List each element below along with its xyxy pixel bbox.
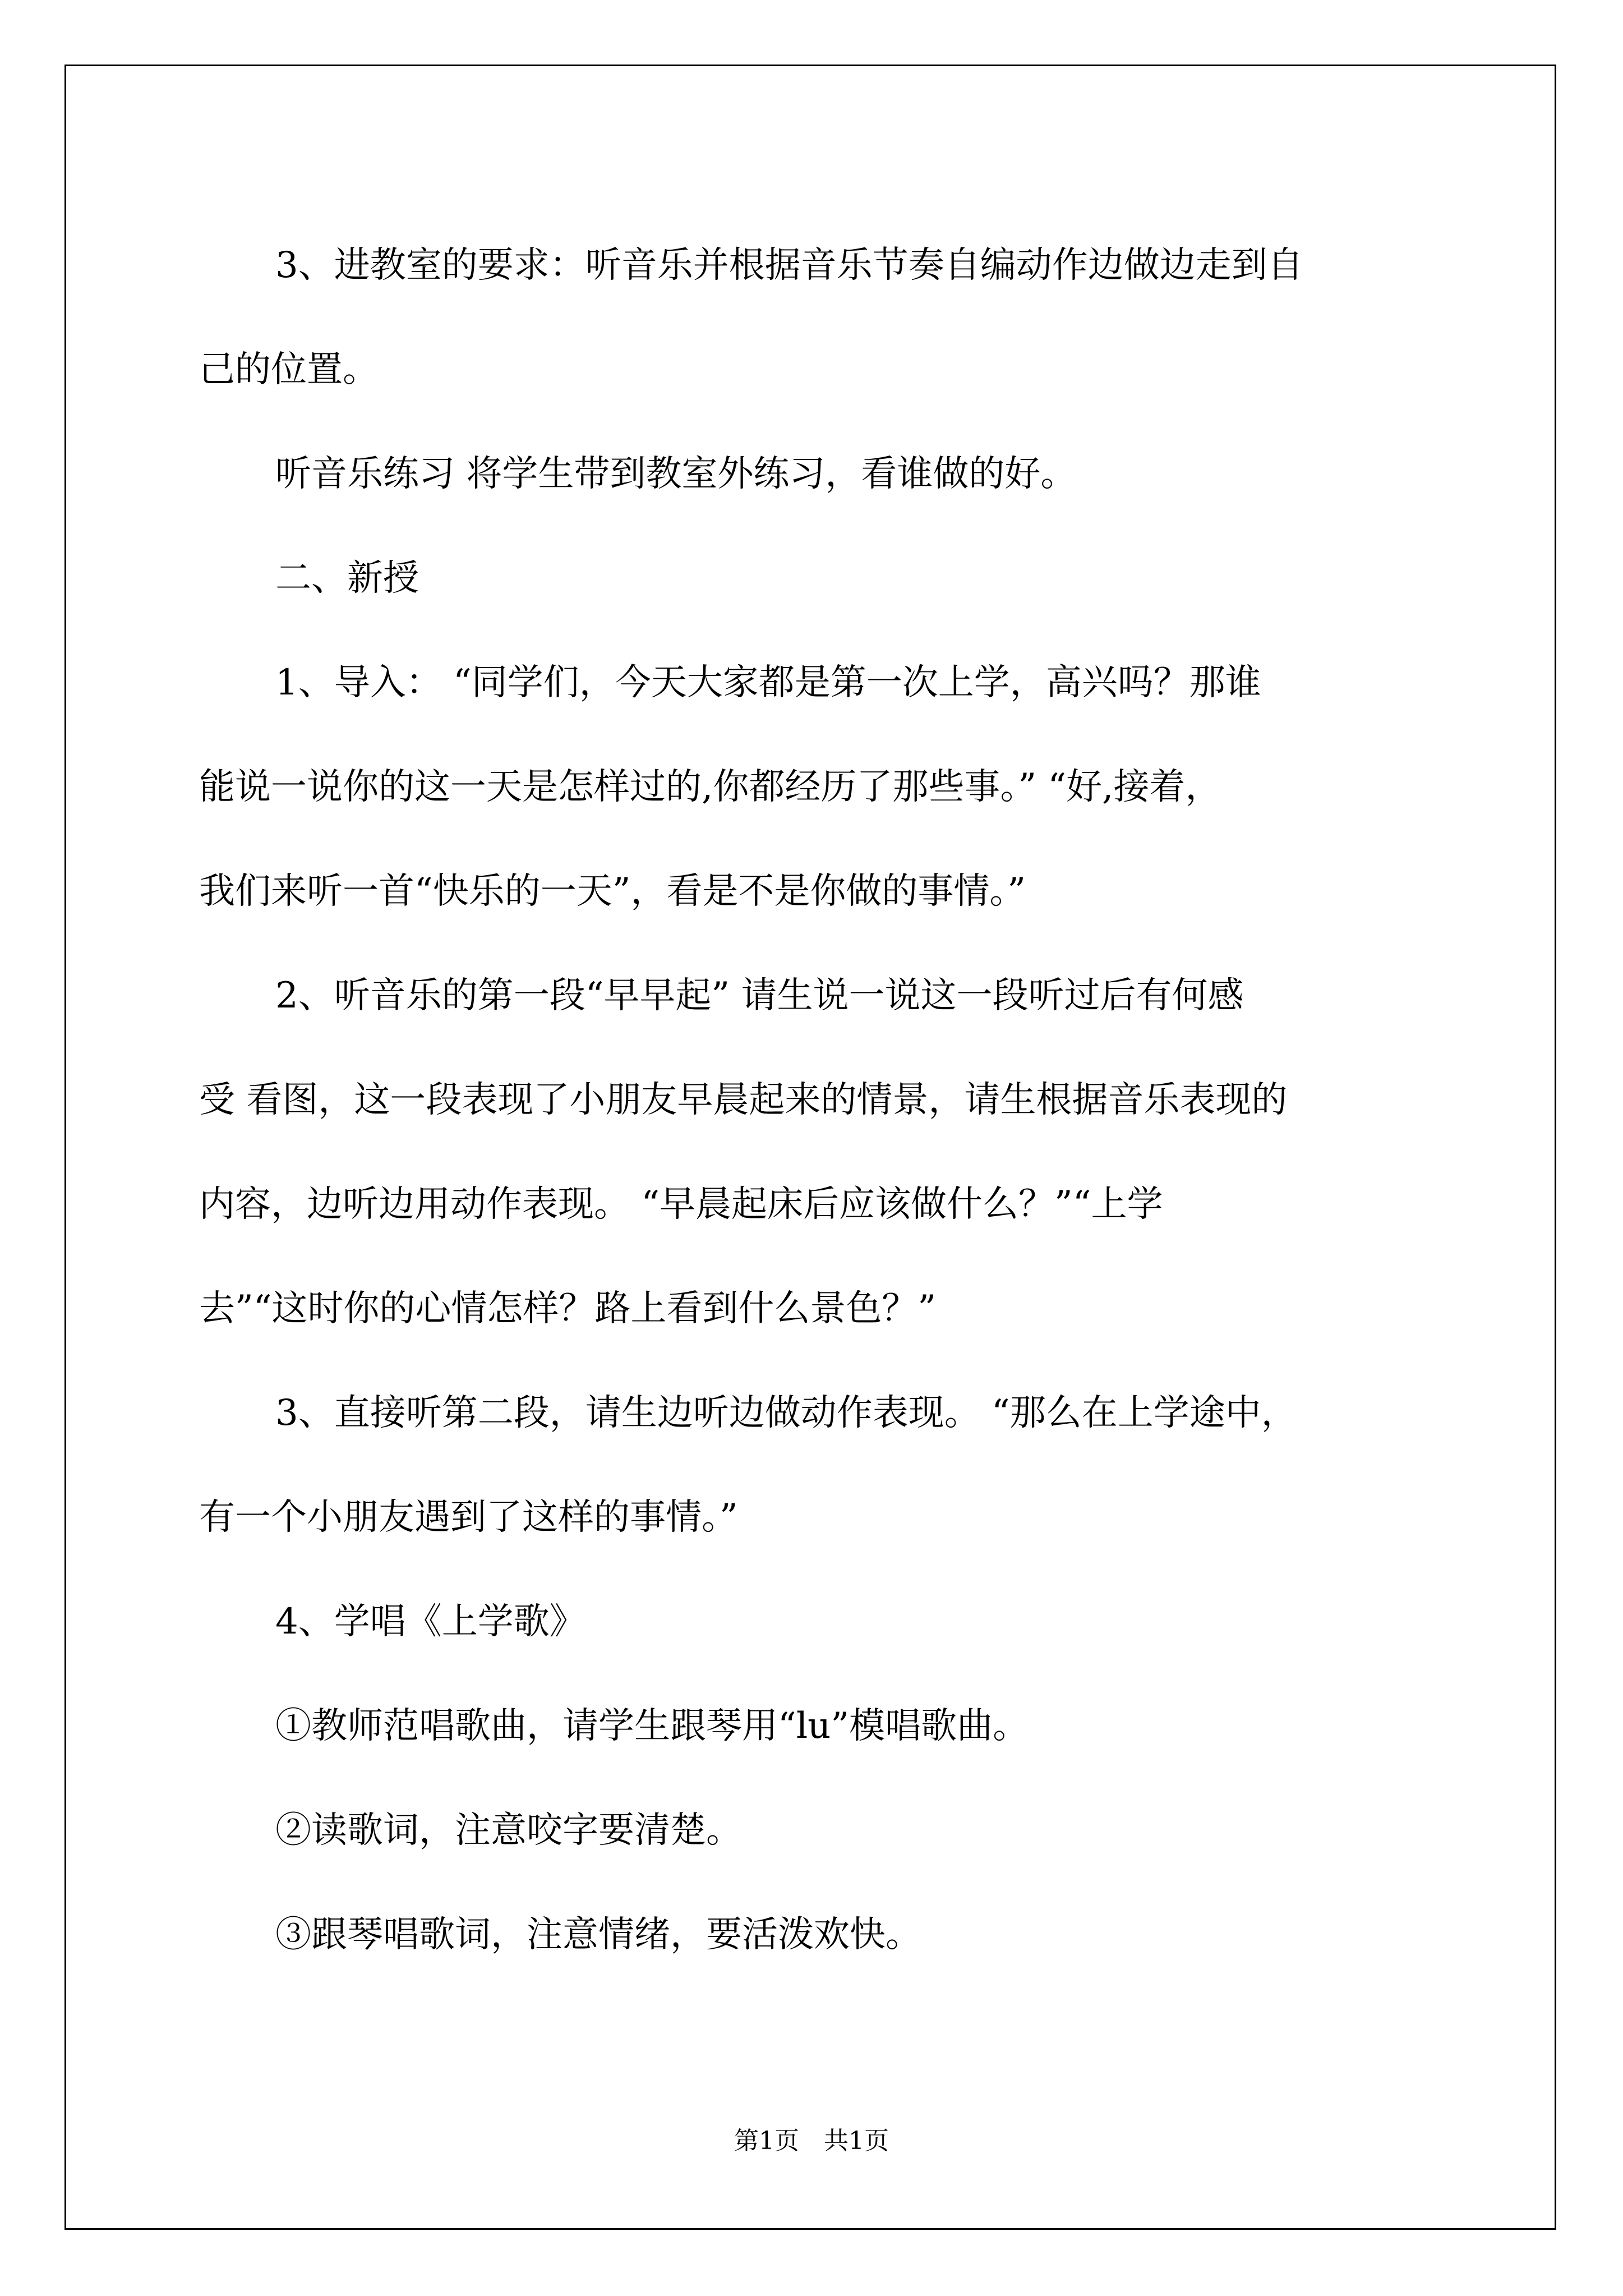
paragraph-line: 听音乐练习 将学生带到教室外练习，看谁做的好。 — [275, 453, 1077, 495]
paragraph-line: 4、学唱《上学歌》 — [275, 1601, 585, 1642]
paragraph-line: ①教师范唱歌曲，请学生跟琴用“lu”模唱歌曲。 — [275, 1705, 1029, 1747]
paragraph-line: 受 看图，这一段表现了小朋友早晨起来的情景，请生根据音乐表现的 — [199, 1079, 1288, 1121]
paragraph-line: 去”“这时你的心情怎样？路上看到什么景色？” — [199, 1288, 937, 1329]
paragraph-line: ②读歌词，注意咬字要清楚。 — [275, 1810, 742, 1851]
paragraph-line: 能说一说你的这一天是怎样过的,你都经历了那些事。” “好,接着， — [199, 766, 1221, 808]
document-body — [199, 213, 1433, 1987]
paragraph-line: 1、导入： “同学们，今天大家都是第一次上学，高兴吗？那谁 — [275, 662, 1261, 703]
paragraph-line: 内容，边听边用动作表现。 “早晨起床后应该做什么？”“上学 — [199, 1184, 1163, 1225]
paragraph-line: 2、听音乐的第一段“早早起” 请生说一说这一段听过后有何感 — [275, 975, 1244, 1016]
paragraph-line: 己的位置。 — [199, 349, 379, 390]
paragraph-line: 我们来听一首“快乐的一天”，看是不是你做的事情。” — [199, 871, 1026, 912]
section-heading: 二、新授 — [275, 558, 419, 599]
paragraph-line: 3、直接听第二段，请生边听边做动作表现。 “那么在上学途中， — [275, 1392, 1297, 1434]
paragraph-line: ③跟琴唱歌词，注意情绪，要活泼欢快。 — [275, 1914, 921, 1955]
paragraph-line: 3、进教室的要求：听音乐并根据音乐节奏自编动作边做边走到自 — [275, 245, 1303, 286]
paragraph-line: 有一个小朋友遇到了这样的事情。” — [199, 1497, 738, 1538]
page-number-footer: 第1页 共1页 — [734, 2127, 889, 2155]
